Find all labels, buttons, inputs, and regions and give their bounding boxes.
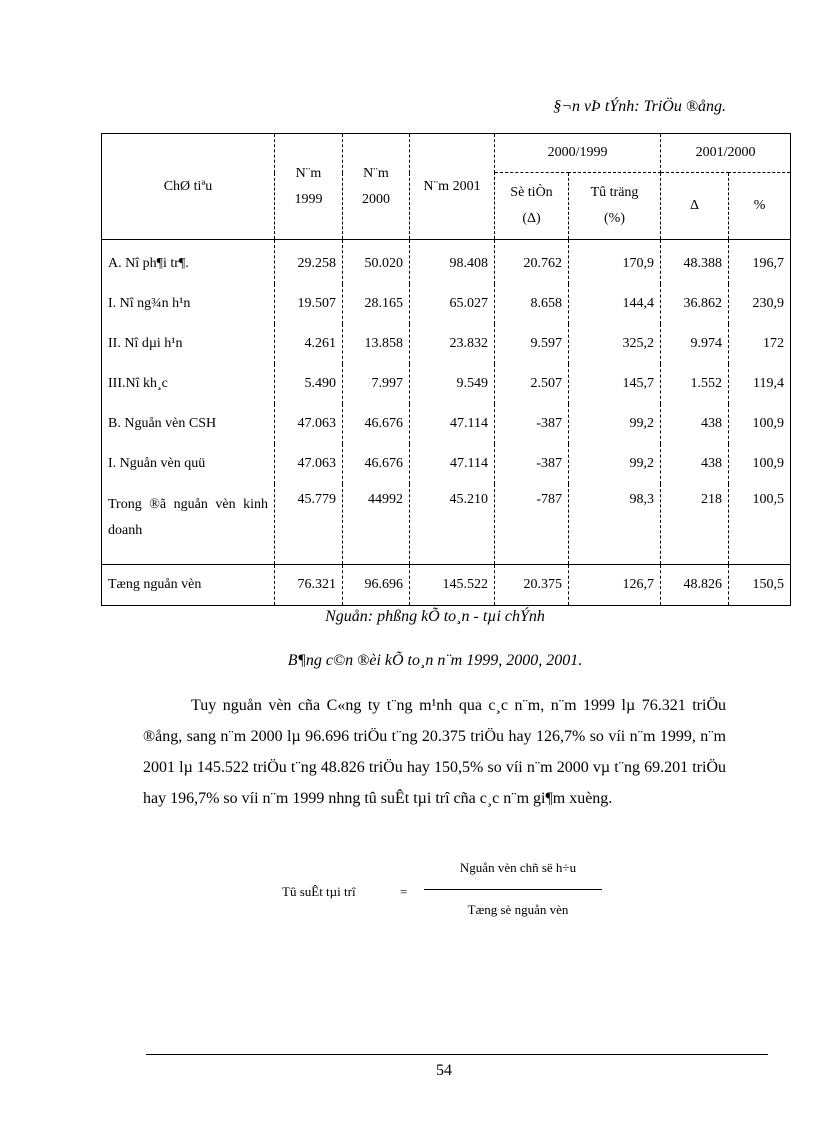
balance-sheet-table [101,133,791,606]
table-source: Nguån: phßng kÕ to¸n - tµi chÝnh [325,608,545,625]
table-row: II. Nî dµi h¹n 4.261 13.858 23.832 9.597 325,2 9.974 172 [102,324,791,364]
formula-equals: = [400,884,408,899]
table-row: I. Nî ng¾n h¹n 19.507 28.165 65.027 8.658 144,4 36.862 230,9 [102,284,791,324]
header-percent: % [729,173,791,240]
header-year-2000: N¨m 2000 [343,134,410,240]
formula-numerator: Nguån vèn chñ së h÷u [459,860,577,875]
fraction-bar [424,889,602,890]
table-row: Trong ®ã nguån vèn kinh doanh 45.779 44992 45.210 -787 98,3 218 100,5 [102,484,791,565]
header-year-1999: N¨m 1999 [275,134,343,240]
header-year-2001: N¨m 2001 [410,134,495,240]
footer-rule [146,1054,768,1055]
body-paragraph: Tuy nguån vèn cña C«ng ty t¨ng m¹nh qua c¸c n¨m, n¨m 1999 lµ 76.321 triÖu ®ång, sang n¨m 2000 lµ 96.696 triÖu t¨ng 20.375 triÖu hay 126,7% so víi n¨m 1999, n¨m 2001 lµ 145.522 triÖu t¨ng 48.826 triÖu hay 150,5% so víi n¨m 2000 vµ t¨ng 69.201 triÖu hay 196,7% so víi n¨m 1999 nhng tû suÊt tµi trî cña c¸c n¨m gi¶m xuèng. [143,697,726,807]
header-abs-change: Sè tiÒn (Δ) [495,173,569,240]
table-row: III.Nî kh¸c 5.490 7.997 9.549 2.507 145,7 1.552 119,4 [102,364,791,404]
header-delta: Δ [661,173,729,240]
table-caption: B¶ng c©n ®èi kÕ to¸n n¨m 1999, 2000, 2001. [287,652,583,669]
header-group-2000-1999: 2000/1999 [495,134,661,173]
unit-note: §¬n vÞ tÝnh: TriÖu ®ång. [553,98,726,115]
formula-lhs: Tû suÊt tµi trî [282,884,356,899]
header-rate: Tû träng (%) [569,173,661,240]
table-row: A. Nî ph¶i tr¶. 29.258 50.020 98.408 20.762 170,9 48.388 196,7 [102,240,791,285]
table-total-row: Tæng nguån vèn 76.321 96.696 145.522 20.375 126,7 48.826 150,5 [102,565,791,606]
header-indicator: ChØ tiªu [102,134,275,240]
table-row: B. Nguån vèn CSH 47.063 46.676 47.114 -387 99,2 438 100,9 [102,404,791,444]
header-group-2001-2000: 2001/2000 [661,134,791,173]
table-row: I. Nguån vèn quü 47.063 46.676 47.114 -387 99,2 438 100,9 [102,444,791,484]
page-number: 54 [436,1062,452,1079]
formula-denominator: Tæng sè nguån vèn [467,902,569,917]
